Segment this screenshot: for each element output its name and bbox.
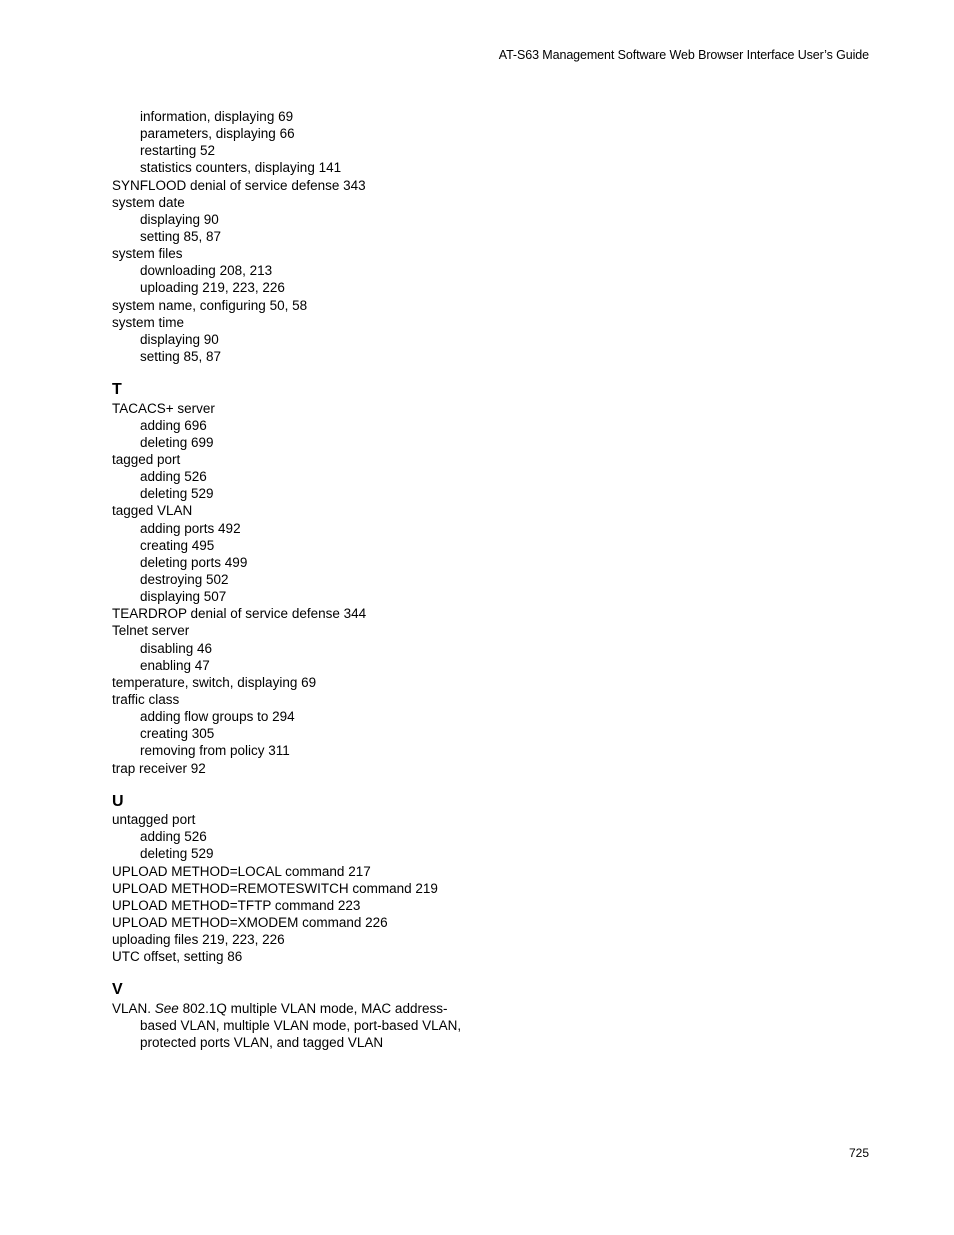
index-subentry: parameters, displaying 66 bbox=[140, 126, 295, 142]
index-column bbox=[112, 108, 482, 1051]
index-subentry: adding 526 bbox=[140, 829, 207, 845]
index-subentry: setting 85, 87 bbox=[140, 228, 222, 244]
index-entry-continuation: protected ports VLAN, and tagged VLAN bbox=[140, 1035, 384, 1051]
index-entry: UPLOAD METHOD=REMOTESWITCH command 219 bbox=[112, 880, 438, 896]
running-header: AT-S63 Management Software Web Browser Interface User’s Guide bbox=[498, 48, 869, 62]
index-subentry: deleting ports 499 bbox=[140, 554, 248, 570]
index-letter-heading: U bbox=[112, 792, 124, 810]
index-entry: trap receiver 92 bbox=[112, 760, 206, 776]
see-reference-text: 802.1Q multiple VLAN mode, MAC address- bbox=[182, 1000, 448, 1016]
index-entry: UPLOAD METHOD=XMODEM command 226 bbox=[112, 915, 388, 931]
index-subentry: disabling 46 bbox=[140, 640, 213, 656]
index-subentry: creating 305 bbox=[140, 726, 215, 742]
index-letter-heading: V bbox=[112, 981, 123, 999]
page-number: 725 bbox=[848, 1146, 869, 1160]
index-subentry: adding 526 bbox=[140, 469, 207, 485]
index-subentry: setting 85, 87 bbox=[140, 348, 222, 364]
index-subentry: displaying 90 bbox=[140, 211, 219, 227]
index-subentry: creating 495 bbox=[140, 537, 215, 553]
index-entry: SYNFLOOD denial of service defense 343 bbox=[112, 177, 366, 193]
index-entry: UTC offset, setting 86 bbox=[112, 949, 243, 965]
index-subentry: deleting 529 bbox=[140, 486, 214, 502]
index-subentry: adding flow groups to 294 bbox=[140, 709, 295, 725]
index-entry-continuation: based VLAN, multiple VLAN mode, port-based VLAN, bbox=[140, 1018, 462, 1034]
index-entry: system date bbox=[112, 194, 185, 210]
index-entry: tagged port bbox=[112, 452, 181, 468]
index-entry: Telnet server bbox=[112, 623, 190, 639]
index-entry-vlan bbox=[112, 1000, 482, 1017]
index-term: VLAN. bbox=[112, 1000, 152, 1016]
index-letter-heading: T bbox=[112, 381, 122, 399]
index-entry: system files bbox=[112, 246, 183, 262]
index-entry: tagged VLAN bbox=[112, 503, 193, 519]
index-entry: untagged port bbox=[112, 812, 196, 828]
index-entry: TEARDROP denial of service defense 344 bbox=[112, 606, 367, 622]
index-group-continued bbox=[112, 108, 482, 365]
index-entry: TACACS+ server bbox=[112, 400, 215, 416]
index-entry: system time bbox=[112, 314, 185, 330]
index-group-u bbox=[112, 811, 482, 965]
index-subentry: displaying 507 bbox=[140, 589, 227, 605]
index-subentry: downloading 208, 213 bbox=[140, 263, 273, 279]
index-subentry: adding ports 492 bbox=[140, 520, 241, 536]
index-subentry: enabling 47 bbox=[140, 657, 210, 673]
see-reference-label: See bbox=[154, 1000, 179, 1016]
index-subentry: uploading 219, 223, 226 bbox=[140, 280, 285, 296]
index-subentry: information, displaying 69 bbox=[140, 109, 294, 124]
index-entry: uploading files 219, 223, 226 bbox=[112, 932, 285, 948]
index-entry: traffic class bbox=[112, 692, 180, 707]
index-subentry: statistics counters, displaying 141 bbox=[140, 160, 342, 176]
index-subentry: deleting 699 bbox=[140, 434, 214, 450]
index-subentry: destroying 502 bbox=[140, 572, 229, 588]
index-group-v bbox=[112, 1000, 482, 1051]
index-entry: temperature, switch, displaying 69 bbox=[112, 674, 317, 690]
index-subentry: deleting 529 bbox=[140, 846, 214, 862]
index-subentry: adding 696 bbox=[140, 417, 207, 433]
index-group-t bbox=[112, 400, 482, 777]
index-entry: UPLOAD METHOD=TFTP command 223 bbox=[112, 897, 361, 913]
index-entry: UPLOAD METHOD=LOCAL command 217 bbox=[112, 863, 371, 879]
index-subentry: removing from policy 311 bbox=[140, 743, 290, 759]
index-entry: system name, configuring 50, 58 bbox=[112, 297, 308, 313]
index-subentry: restarting 52 bbox=[140, 143, 216, 159]
index-subentry: displaying 90 bbox=[140, 331, 219, 347]
